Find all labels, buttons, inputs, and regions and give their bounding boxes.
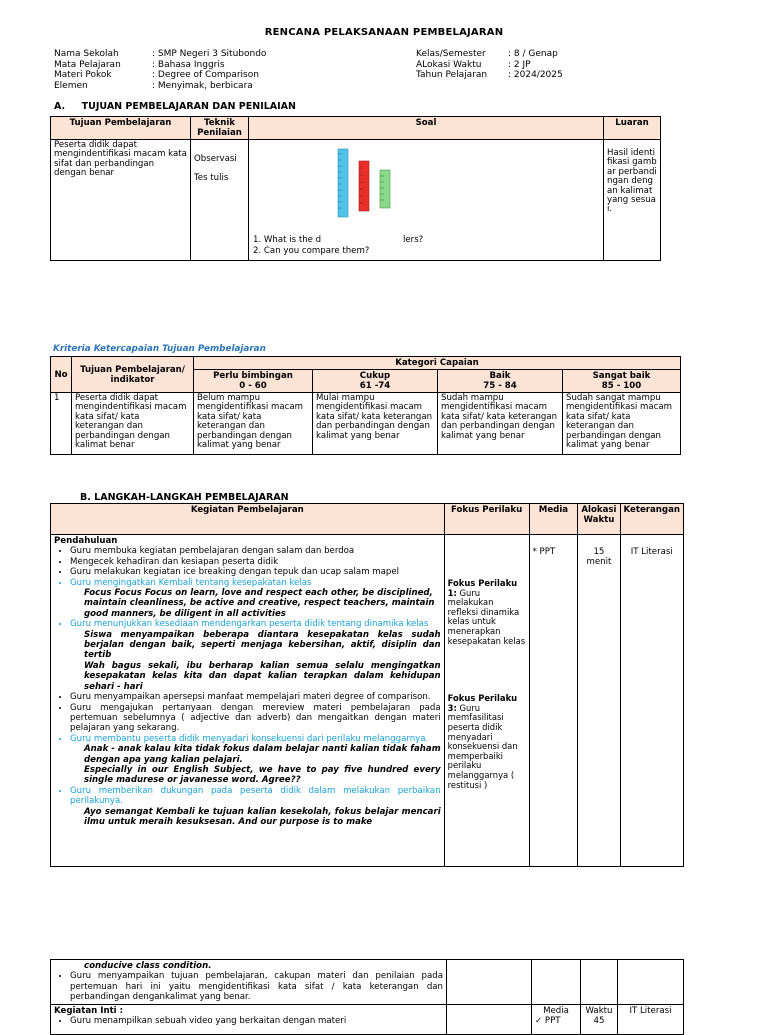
list-item: • Guru mengajukan pertanyaan dengan mereview materi pembelajaran pada pertemuan sebelumnya ( adjective dan adverb) dan mengaitkan dengan materi pelajaran yang sekarang. [70, 703, 441, 734]
tujuan-header: Tujuan Pembelajaran/ indikator [72, 357, 194, 393]
media-cell [532, 960, 581, 1005]
no-header: No [51, 357, 72, 393]
fokus-head: Fokus Perilaku 1: [447, 578, 518, 598]
kegiatan-list [54, 692, 441, 744]
list-item: • Mengecek kehadiran dan kesiapan peserta didik [70, 557, 441, 567]
section-a-heading: A. TUJUAN PEMBELAJARAN DAN PENILAIAN [54, 101, 296, 112]
info-key: Mata Pelajaran [54, 59, 121, 70]
fokus-1 [448, 579, 526, 646]
rulers-image [335, 144, 405, 220]
langkah-table [50, 503, 684, 867]
level-header [194, 370, 313, 393]
info-value: : 2024/2025 [508, 70, 563, 80]
soal-q2: 2. Can you compare them? [253, 246, 370, 256]
row-cell: Sudah mampu mengidentifikasi macam kata sifat/ kata keterangan dan perbandingan dengan kalimat yang benar [438, 393, 563, 455]
list-item: • Guru membuka kegiatan pembelajaran dengan salam dan berdoa [70, 546, 441, 556]
teknik-item: Observasi [194, 154, 237, 164]
langkah-table-continued [50, 959, 684, 1035]
section-b-heading: B. LANGKAH-LANGKAH PEMBELAJARAN [80, 492, 289, 503]
info-value: : Bahasa Inggris [152, 59, 225, 70]
kegiatan-list [54, 619, 441, 629]
kegiatan-content [54, 536, 441, 865]
criteria-table [50, 356, 681, 455]
pendahuluan-label: Pendahuluan [54, 536, 118, 546]
fokus-body: Guru melakukan refleksi dinamika kelas untuk menerapkan kesepakatan kelas [447, 587, 526, 646]
col-header: Kegiatan Pembelajaran [51, 504, 445, 535]
quote: Anak - anak kalau kita tidak fokus dalam belajar nanti kalian tidak faham dengan apa yang kalian pelajari. [84, 744, 441, 765]
inti-label: Kegiatan Inti : [54, 1005, 124, 1016]
kegiatan-list [54, 786, 441, 807]
info-key: ALokasi Waktu [416, 59, 482, 70]
col-header: Keterangan [620, 504, 684, 535]
level-range: 85 - 100 [601, 381, 642, 391]
kegiatan-list [54, 1016, 443, 1026]
row-no: 1 [51, 393, 72, 455]
col-header: Alokasi Waktu [578, 504, 620, 535]
row-cell: Mulai mampu mengidentifikasi macam kata sifat/ kata keterangan dan perbandingan dengan kalimat yang benar [313, 393, 438, 455]
info-value: : 2 JP [508, 59, 531, 70]
quote: Ayo semangat Kembali ke tujuan kalian kesekolah, fokus belajar mencari ilmu untuk meraih kesuksesan. And our purpose is to make [84, 806, 441, 827]
row-cell: Sudah sangat mampu mengidentifikasi macam kata sifat/ kata keterangan dan perbandingan dengan kalimat yang benar [563, 393, 681, 455]
waktu-cell [581, 1004, 618, 1034]
fokus-3 [448, 694, 526, 790]
level-range: 61 -74 [359, 381, 391, 391]
info-key: Tahun Pelajaran [416, 70, 488, 80]
list-item: • Guru melakukan kegiatan ice breaking dengan tepuk dan ucap salam mapel [70, 567, 441, 577]
level-header [313, 370, 438, 393]
waktu-label: Waktu [585, 1005, 613, 1016]
soal-cell [249, 140, 604, 261]
quote: Especially in our English Subject, we have to pay five hundred every single madurese or javanesse word. Agree?? [84, 764, 441, 786]
quote: Siswa menyampaikan beberapa diantara kesepakatan kelas sudah berjalan dengan baik, seperti menjaga kebersihan, aktif, disiplin dan tertib [84, 629, 441, 661]
waktu-cell: 15 menit [578, 535, 620, 867]
kategori-header: Kategori Capaian [194, 357, 681, 370]
quote: conducive class condition. [84, 961, 212, 971]
row-cell: Belum mampu mengidentifikasi macam kata sifat/ kata keterangan dan perbandingan dengan kalimat yang benar [194, 393, 313, 455]
level-name: Perlu bimbingan [213, 371, 293, 381]
soal-q1-start: 1. What is the d [253, 235, 322, 245]
level-header [438, 370, 563, 393]
tujuan-cell: Peserta didik dapat mengindentifikasi macam kata sifat dan perbandingan dengan benar [51, 140, 191, 261]
col-header: Fokus Perilaku [444, 504, 529, 535]
quote: Focus Focus Focus on learn, love and respect each other, be disciplined, maintain cleanliness, be active and creative, respect teachers, maintain good manners, be diligent in all activities [84, 588, 435, 619]
list-item: • Guru menyampaikan apersepsi manfaat mempelajari materi degree of comparison. [70, 692, 441, 702]
keterangan-cell: IT Literasi [620, 535, 684, 867]
info-key: Elemen [54, 80, 88, 91]
luaran-cell: Hasil identifikasi gambar perbandingan dengan kalimat yang sesuai. [604, 140, 661, 261]
fokus-head: Fokus Perilaku 3: [447, 693, 518, 713]
waktu-cell [581, 960, 618, 1005]
soal-q1 [253, 235, 465, 245]
list-item: • Guru membantu peserta didik menyadari konsekuensi dari perilaku melanggarnya. [70, 734, 441, 744]
criteria-title: Kriteria Ketercapaian Tujuan Pembelajaran [53, 344, 266, 354]
list-item: • Guru menampilkan sebuah video yang berkaitan dengan materi [70, 1016, 443, 1026]
level-range: 75 - 84 [483, 381, 517, 391]
list-item: • Guru menunjukkan kesediaan mendengarkan peserta didik tentang dinamika kelas [70, 619, 441, 629]
info-value: : 8 / Genap [508, 49, 558, 59]
level-header [563, 370, 681, 393]
level-name: Sangat baik [592, 371, 651, 381]
level-name: Cukup [359, 371, 391, 381]
soal-q1-end: lers? [403, 235, 424, 245]
kegiatan-cell [51, 1004, 447, 1034]
list-item: • Guru menyampaikan tujuan pembelajaran, cakupan materi dan penilaian pada pertemuan hari ini yaitu mengidentifikasi kata sifat / kata keterangan dan perbandingan dengankalimat yang benar. [70, 971, 443, 1002]
info-key: Kelas/Semester [416, 49, 486, 59]
media-cell: * PPT [529, 535, 578, 867]
fokus-cell [447, 1004, 532, 1034]
col-header: Luaran [604, 117, 661, 140]
col-header: Tujuan Pembelajaran [51, 117, 191, 140]
row-tujuan: Peserta didik dapat mengindentifikasi macam kata sifat/ kata keterangan dan perbandingan dengan kalimat benar [72, 393, 194, 455]
page-title: RENCANA PELAKSANAAN PEMBELAJARAN [264, 27, 504, 38]
info-key: Nama Sekolah [54, 49, 119, 59]
keterangan-cell [618, 960, 684, 1005]
info-value: : SMP Negeri 3 Situbondo [152, 49, 267, 59]
fokus-cell [444, 535, 529, 867]
teknik-cell [191, 140, 249, 261]
level-name: Baik [489, 371, 511, 381]
teknik-item: Tes tulis [194, 173, 229, 183]
info-key: Materi Pokok [54, 70, 112, 80]
kegiatan-list [54, 546, 441, 588]
col-header: Soal [249, 117, 604, 140]
level-range: 0 - 60 [239, 381, 267, 391]
kegiatan-cell [51, 535, 445, 867]
col-header: Media [529, 504, 578, 535]
kegiatan-list [54, 971, 443, 1002]
media-value: ✓ PPT [535, 1015, 561, 1026]
keterangan-cell: IT Literasi [618, 1004, 684, 1034]
info-right [416, 49, 563, 81]
fokus-body: Guru memfasilitasi peserta didik menyadari konsekuensi dan memperbaiki perilaku melanggarnya ( restitusi ) [447, 702, 518, 790]
tujuan-table [50, 116, 661, 261]
fokus-cell [447, 960, 532, 1005]
media-label: Media [543, 1005, 569, 1016]
list-item: • Guru mengingatkan Kembali tentang kesepakatan kelas [70, 578, 441, 588]
col-header: Teknik Penilaian [191, 117, 249, 140]
kegiatan-cell [51, 960, 447, 1005]
waktu-value: 45 [593, 1015, 605, 1026]
media-cell [532, 1004, 581, 1034]
list-item: • Guru memberikan dukungan pada peserta didik dalam melakukan perbaikan perilakunya. [70, 786, 441, 807]
info-left [54, 49, 266, 91]
info-value: : Menyimak, berbicara [152, 80, 253, 91]
info-value: : Degree of Comparison [152, 70, 259, 80]
quote: Wah bagus sekali, ibu berharap kalian semua selalu mengingatkan kesepakatan kelas kita dan dapat kalian terapkan dalam kehidupan sehari - hari [84, 660, 441, 692]
